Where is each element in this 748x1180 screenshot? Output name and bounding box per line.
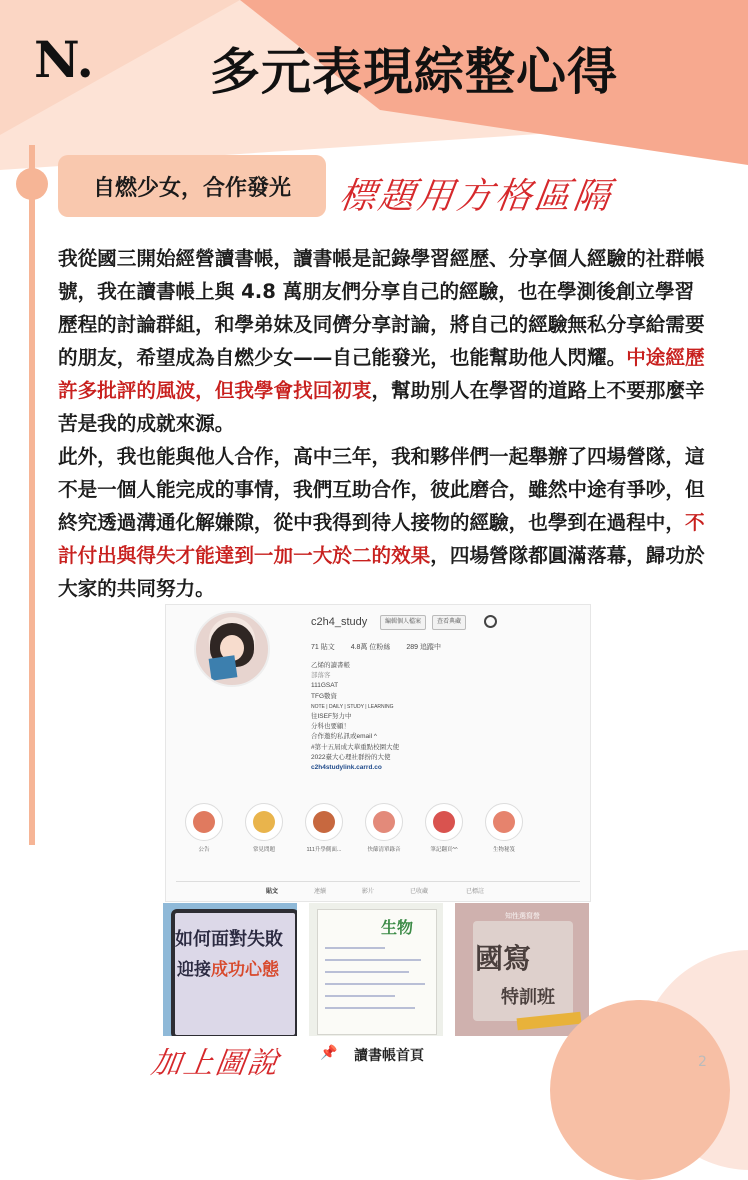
decorative-circle — [550, 1000, 730, 1180]
thumb-text: 國寫 — [475, 942, 532, 975]
thumb-text: 特訓班 — [501, 987, 555, 1008]
post-thumbnail-biology — [309, 903, 443, 1036]
ig-posts: 71 貼文 — [311, 644, 335, 651]
ig-followers: 4.8萬 位粉絲 — [350, 644, 391, 651]
bio-line: TFG數資 — [311, 692, 337, 700]
highlight-label: 常見問題 — [252, 847, 275, 853]
bio-line: 合作邀約私訊或email ^ — [311, 733, 377, 741]
tab-reels: 連續 — [314, 889, 327, 895]
highlight-label: 快篩清單錄音 — [367, 847, 401, 853]
tab-posts: 貼文 — [266, 889, 279, 895]
handwritten-note-title: 標題用方格區隔 — [336, 176, 616, 217]
essay-body — [58, 242, 708, 605]
timeline-line — [29, 145, 35, 845]
bio-line: 111GSAT — [311, 682, 339, 690]
section-letter: N. — [34, 30, 94, 89]
highlight-checklist — [356, 803, 412, 853]
highlight-label: 公告 — [198, 847, 210, 853]
tab-videos: 影片 — [362, 889, 375, 895]
bio-line: 2022臺大心理社群扮的大使 — [311, 753, 391, 761]
page-number: 2 — [698, 1054, 707, 1070]
highlight-notes — [416, 803, 472, 853]
tab-tagged: 已標註 — [466, 889, 485, 895]
page-title: 多元表現綜整心得 — [210, 42, 618, 101]
paragraph-1-text: 我從國三開始經營讀書帳，讀書帳是記錄學習經歷、分享個人經驗的社群帳號，我在讀書帳上與 4.8 萬朋友們分享自己的經驗，也在學測後創立學習歷程的討論群組，和學弟妹及同儕分享討論，將自己的經驗無私分享給需要的朋友，希望成為自燃少女——自己能發光，也能幫助他人閃耀。 — [58, 247, 705, 369]
paragraph-2-text: 此外，我也能與他人合作，高中三年，我和夥伴們一起舉辦了四場營隊，這不是一個人能完成的事情，我們互助合作，彼此磨合，雖然中途有爭吵，但終究透過溝通化解嫌隙，從中我得到待人接物的經驗，也學到在過程中， — [58, 445, 705, 534]
avatar — [194, 611, 270, 687]
section-title-box — [58, 155, 326, 217]
thumb-text: 生物 — [381, 918, 414, 937]
handwritten-note-caption: 加上圖說 — [149, 1046, 282, 1081]
bio-line: #第十五屆成大華重點校園大使 — [311, 743, 400, 751]
edit-profile-button: 編輯個人檔案 — [380, 615, 426, 630]
highlight-announcement — [176, 803, 232, 853]
bio-line: 往ISEF努力中 — [311, 713, 352, 721]
post-thumbnail-failure — [163, 903, 297, 1036]
highlight-label: 111升學側面... — [306, 847, 342, 853]
bio-line: 分科也要顧！ — [311, 723, 350, 731]
thumb-text: 如何面對失敗 — [175, 929, 283, 950]
timeline-dot — [16, 168, 48, 200]
pin-icon: 📌 — [320, 1045, 338, 1061]
highlight-biology — [476, 803, 532, 853]
highlight-label: 筆記翻頁^^ — [430, 847, 458, 853]
paragraph-1 — [58, 242, 708, 440]
paragraph-2-text-end: ，四場營隊都圓滿落幕，歸功於大家的共同努力。 — [58, 544, 705, 600]
bio-line: NOTE | DAILY | STUDY | LEARNING — [311, 703, 394, 710]
section-title: 自燃少女，合作發光 — [92, 175, 291, 201]
tab-saved: 已收藏 — [410, 889, 429, 895]
paragraph-2 — [58, 440, 708, 605]
paragraph-1-highlight: 中途經歷許多批評的風波，但我學會找回初衷 — [58, 346, 705, 402]
ig-divider — [176, 881, 580, 882]
highlight-label: 生物秘笈 — [492, 847, 515, 853]
bio-line: 部落客 — [311, 672, 331, 680]
post-thumbnail-writing — [455, 903, 589, 1036]
figure-caption: 讀書帳首頁 — [354, 1048, 424, 1064]
highlight-admissions — [296, 803, 352, 853]
thumb-text: 迎接成功心態 — [177, 960, 279, 980]
paragraph-2-highlight: 不計付出與得失才能達到一加一大於二的效果 — [58, 511, 705, 567]
thumb-tag: 知性選寫營 — [505, 912, 540, 920]
ig-username: c2h4_study — [311, 616, 368, 628]
view-archive-button: 查看典藏 — [432, 615, 466, 630]
highlight-faq — [236, 803, 292, 853]
paragraph-1-text-end: ，幫助別人在學習的道路上不要那麼辛苦是我的成就來源。 — [58, 379, 705, 435]
instagram-profile-screenshot — [165, 604, 591, 902]
bio-line: 乙烯的讀書帳 — [311, 662, 350, 669]
ig-stats — [311, 642, 455, 652]
bio-link: c2h4studylink.carrd.co — [311, 764, 382, 772]
ig-bio — [311, 661, 511, 773]
ig-following: 289 追蹤中 — [406, 644, 441, 651]
settings-icon — [484, 615, 497, 628]
